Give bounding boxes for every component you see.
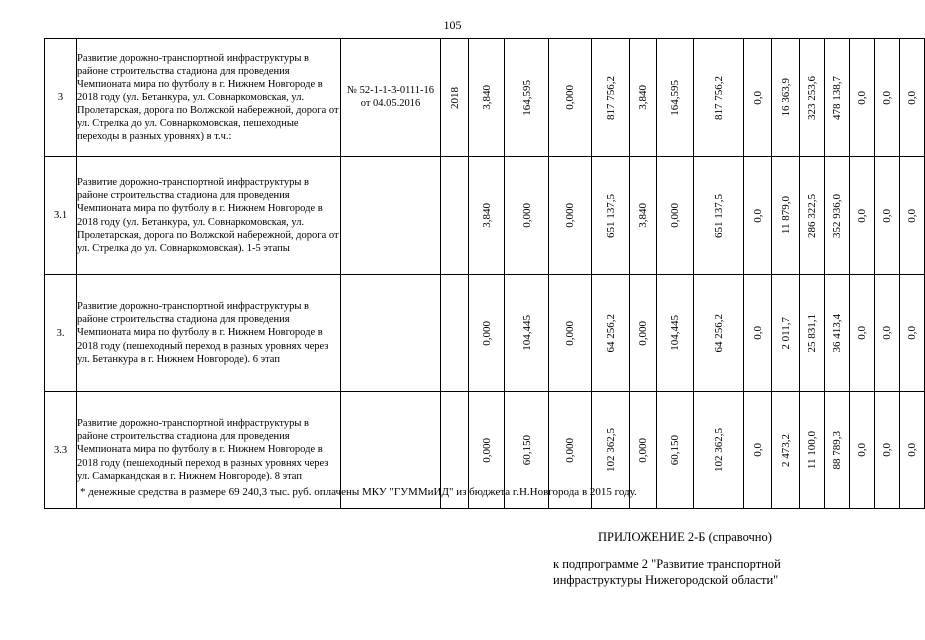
row-document — [341, 275, 441, 392]
value-cell: 0,000 — [637, 437, 649, 463]
value-cell: 88 789,3 — [831, 430, 843, 470]
row-description: Развитие дорожно-транспортной инфраструктуры в районе строительства стадиона для проведения Чемпионата мира по футболу в г. Нижнем Новгороде в 2018 году (ул. Бетанкура, ул. Совнаркомовская, ул. Пролетарская, дорога по Волжской набережной, дорога от ул. Стрелка до ул. Совнаркомовская, пешеходные переходы в разных уровнях) в т.ч.: — [77, 39, 341, 157]
value-cell: 0,0 — [856, 443, 868, 457]
value-cell: 0,000 — [637, 320, 649, 346]
value-cell: 0,0 — [881, 90, 893, 105]
row-number: 3. — [45, 275, 77, 392]
value-cell: 0,0 — [906, 443, 918, 457]
value-cell: 0,0 — [751, 326, 764, 340]
row-number: 3 — [45, 39, 77, 157]
value-cell: 0,0 — [856, 208, 868, 223]
value-cell: 3,840 — [480, 85, 493, 110]
value-cell: 64 256,2 — [604, 313, 617, 353]
value-cell: 2 011,7 — [779, 316, 792, 350]
value-cell: 651 137,5 — [712, 193, 725, 238]
table-row — [45, 275, 925, 392]
row-number: 3.1 — [45, 157, 77, 275]
value-cell: 0,0 — [881, 443, 893, 457]
value-cell: 817 756,2 — [712, 75, 725, 120]
value-cell: 3,840 — [637, 203, 649, 228]
value-cell: 0,000 — [564, 203, 576, 228]
row-number: 3.3 — [45, 392, 77, 509]
value-cell: 0,000 — [480, 437, 493, 463]
value-cell: 60,150 — [520, 434, 533, 466]
value-cell: 3,840 — [637, 85, 649, 110]
value-cell: 478 138,7 — [831, 75, 843, 120]
value-cell: 164,595 — [520, 79, 533, 116]
value-cell: 0,0 — [906, 208, 918, 223]
value-cell: 0,000 — [669, 203, 681, 228]
value-cell: 16 363,9 — [779, 78, 792, 117]
value-cell: 25 831,1 — [806, 313, 818, 353]
value-cell: 0,0 — [751, 90, 764, 105]
value-cell: 286 322,5 — [806, 193, 818, 238]
footnote: * денежные средства в размере 69 240,3 тыс. руб. оплачены МКУ "ГУММиИД" из бюджета г.Н.Новгорода в 2015 году. — [80, 486, 637, 498]
row-description: Развитие дорожно-транспортной инфраструктуры в районе строительства стадиона для проведения Чемпионата мира по футболу в г. Нижнем Новгороде в 2018 году (пешеходный переход в разных уровнях через ул. Самаркандская в г. Нижнем Новгороде). 8 этап — [77, 392, 341, 509]
value-cell: 0,000 — [564, 85, 576, 110]
value-cell: 352 936,0 — [831, 193, 843, 238]
subprogram-line-2: инфраструктуры Нижегородской области" — [553, 573, 779, 587]
value-cell: 323 253,6 — [806, 75, 818, 120]
value-cell: 817 756,2 — [604, 75, 617, 120]
value-cell: 11 100,0 — [806, 430, 818, 470]
value-cell: 164,595 — [669, 79, 681, 116]
row-document: № 52-1-1-3-0111-16 от 04.05.2016 — [341, 39, 441, 157]
value-cell: 0,000 — [564, 437, 576, 463]
value-cell: 0,0 — [751, 443, 764, 457]
value-cell: 651 137,5 — [604, 193, 617, 238]
row-document — [341, 157, 441, 275]
value-cell: 0,0 — [906, 326, 918, 340]
appendix-title: ПРИЛОЖЕНИЕ 2-Б (справочно) — [598, 530, 772, 544]
value-cell: 36 413,4 — [831, 313, 843, 353]
value-cell: 0,0 — [751, 208, 764, 223]
value-cell: 0,0 — [881, 208, 893, 223]
value-cell: 0,0 — [856, 90, 868, 105]
value-cell: 0,000 — [520, 203, 533, 228]
value-cell: 104,445 — [520, 315, 533, 351]
value-cell: 0,0 — [906, 90, 918, 105]
value-cell: 3,840 — [480, 203, 493, 228]
subprogram-line-1: к подпрограмме 2 "Развитие транспортной — [553, 557, 781, 571]
value-cell: 64 256,2 — [712, 313, 725, 353]
table-row — [45, 39, 925, 157]
program-table — [44, 38, 925, 509]
value-cell: 0,000 — [480, 320, 493, 346]
value-cell: 11 879,0 — [779, 196, 792, 235]
table-row — [45, 157, 925, 275]
value-cell: 0,000 — [564, 320, 576, 346]
row-year: 2018 — [448, 86, 461, 109]
value-cell: 60,150 — [669, 434, 681, 466]
value-cell: 0,0 — [881, 326, 893, 340]
row-description: Развитие дорожно-транспортной инфраструктуры в районе строительства стадиона для проведения Чемпионата мира по футболу в г. Нижнем Новгороде в 2018 году (пешеходный переход в разных уровнях через ул. Бетанкура в г. Нижнем Новгороде). 6 этап — [77, 275, 341, 392]
value-cell: 102 362,5 — [604, 428, 617, 472]
value-cell: 104,445 — [669, 315, 681, 351]
page-number: 105 — [443, 18, 462, 32]
value-cell: 0,0 — [856, 326, 868, 340]
row-description: Развитие дорожно-транспортной инфраструктуры в районе строительства стадиона для проведения Чемпионата мира по футболу в г. Нижнем Новгороде в 2018 году (ул. Бетанкура, ул. Совнаркомовская, ул. Пролетарская, дорога по Волжской набережной, дорога от ул. Стрелка до ул. Совнаркомовская). 1-5 этапы — [77, 157, 341, 275]
value-cell: 102 362,5 — [712, 428, 725, 472]
value-cell: 2 473,2 — [779, 433, 792, 467]
